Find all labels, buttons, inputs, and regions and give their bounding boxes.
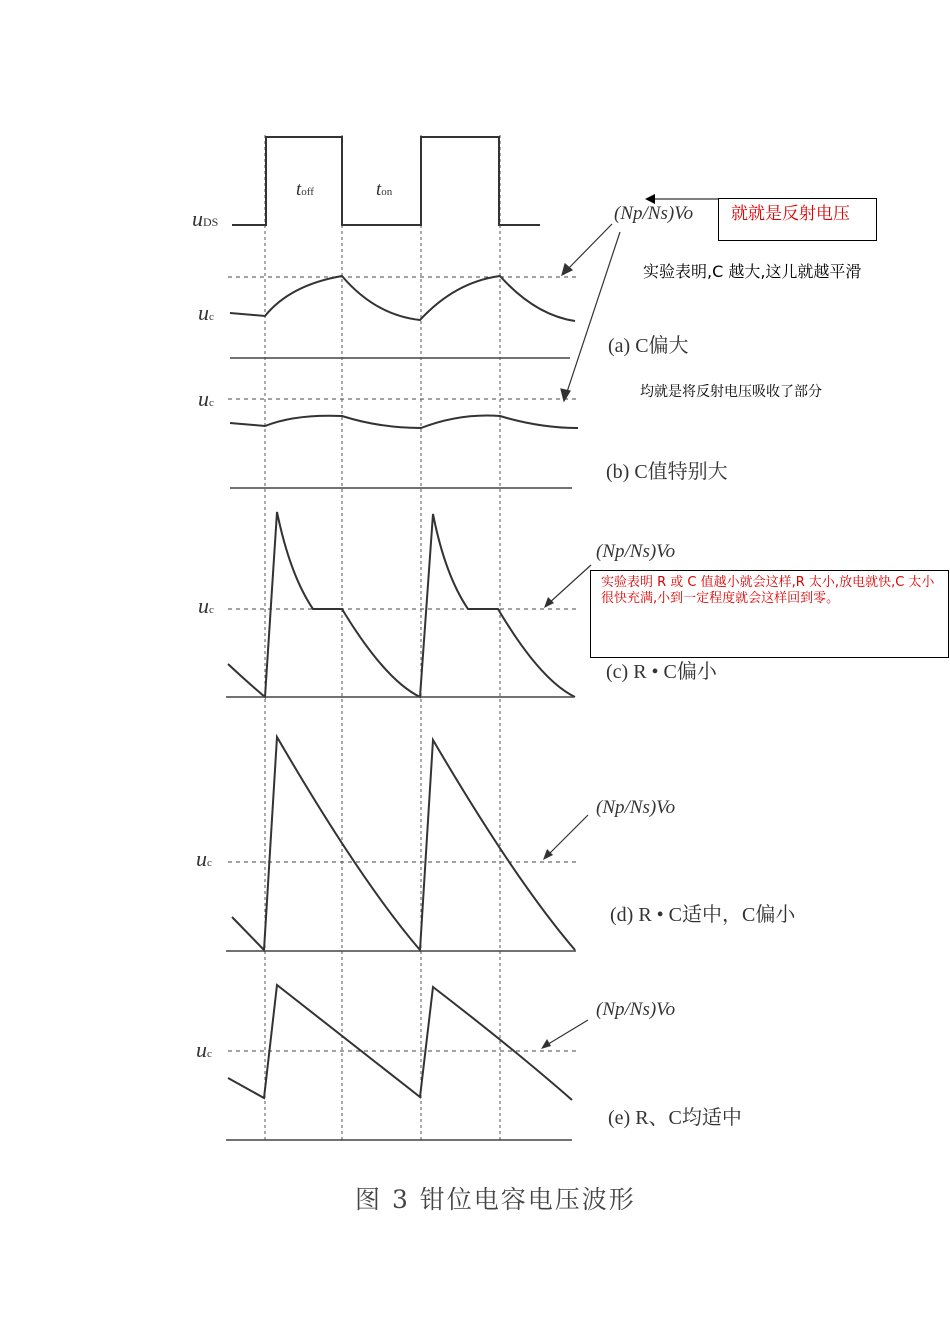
uc-waveform-a [230, 276, 575, 321]
reflected-voltage-note [718, 198, 877, 241]
panel-a-caption: (a) C偏大 [608, 335, 689, 357]
np-ns-vo-label-d: (Np/Ns)Vo [596, 797, 676, 818]
uc-label-e: uc [196, 1037, 212, 1062]
panel-b-caption: (b) C值特别大 [606, 461, 728, 483]
panel-d-caption: (d) R • C适中，C偏小 [610, 904, 796, 926]
panel-e [196, 985, 742, 1140]
np-ns-vo-label-c: (Np/Ns)Vo [596, 541, 676, 562]
uds-label: uDS [192, 206, 219, 231]
panel-e-caption: (e) R、C均适中 [608, 1107, 742, 1129]
uc-waveform-e [228, 985, 572, 1100]
uc-label-d: uc [196, 846, 212, 871]
absorbed-voltage-note: 均就是将反射电压吸收了部分 [640, 384, 822, 400]
uc-waveform-d [232, 737, 575, 950]
ton-label: ton [376, 179, 393, 200]
np-ns-vo-label: (Np/Ns)Vo [614, 203, 694, 224]
panel-c-caption: (c) R • C偏小 [606, 661, 717, 683]
vo-arrows-ab [561, 224, 620, 401]
larger-c-smoother-note: 实验表明,C 越大,这儿就越平滑 [643, 262, 862, 281]
reflected-voltage-note-text: 就就是反射电压 [731, 204, 850, 224]
toff-label: toff [296, 179, 314, 200]
uc-label-a: uc [198, 300, 214, 325]
small-rc-note-text: 实验表明 R 或 C 值越小就会这样,R 太小,放电就快,C 太小很快充满,小到一定程度就会这样回到零。 [601, 575, 935, 606]
uc-label-c: uc [198, 593, 214, 618]
np-ns-vo-label-e: (Np/Ns)Vo [596, 999, 676, 1020]
uc-waveform-c [228, 512, 575, 697]
uc-waveform-b [230, 416, 578, 429]
small-rc-note [590, 570, 949, 658]
uds-waveform [232, 137, 540, 225]
panel-a [198, 276, 689, 358]
uc-label-b: uc [198, 386, 214, 411]
panel-d [196, 737, 796, 951]
figure-caption: 图 3 钳位电容电压波形 [355, 1185, 636, 1214]
panel-b [198, 386, 728, 488]
